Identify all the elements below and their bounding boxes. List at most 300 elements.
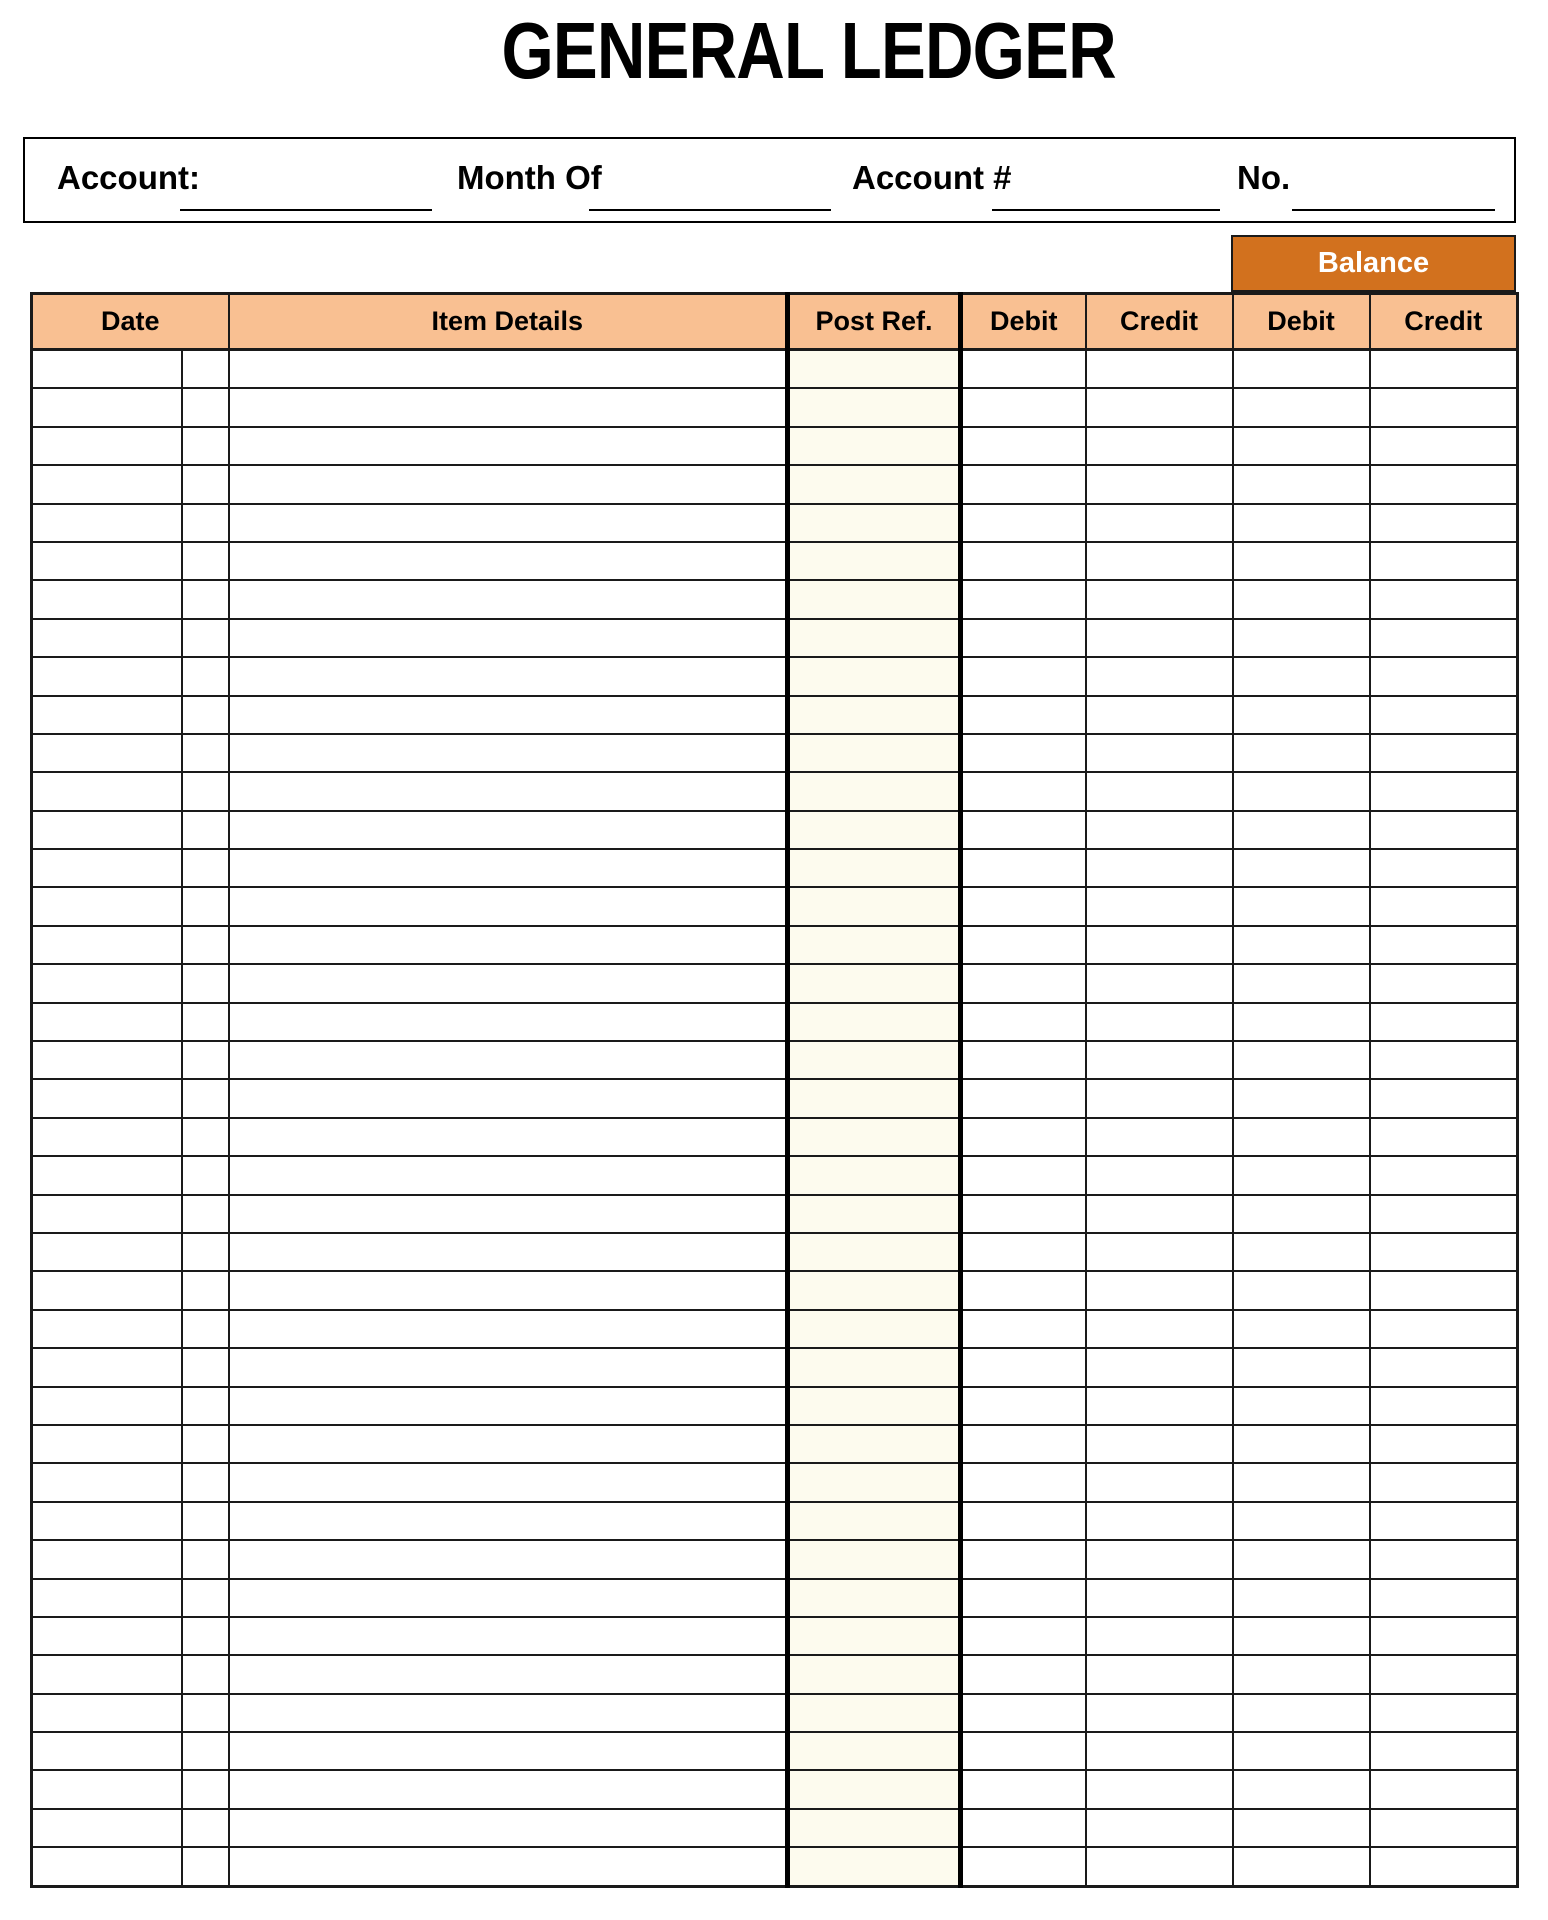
- cell-post-ref[interactable]: [788, 1540, 961, 1578]
- cell-post-ref[interactable]: [788, 1118, 961, 1156]
- cell-balance-debit[interactable]: [1233, 350, 1370, 389]
- cell-post-ref[interactable]: [788, 1233, 961, 1271]
- cell-item-details[interactable]: [229, 1617, 788, 1655]
- cell-balance-credit[interactable]: [1370, 1156, 1518, 1194]
- cell-balance-debit[interactable]: [1233, 542, 1370, 580]
- cell-balance-debit[interactable]: [1233, 1118, 1370, 1156]
- cell-balance-credit[interactable]: [1370, 350, 1518, 389]
- cell-item-details[interactable]: [229, 1195, 788, 1233]
- cell-date-code[interactable]: [182, 1233, 229, 1271]
- cell-balance-credit[interactable]: [1370, 580, 1518, 618]
- cell-credit[interactable]: [1086, 1233, 1233, 1271]
- cell-debit[interactable]: [961, 504, 1086, 542]
- cell-date-day[interactable]: [32, 1387, 182, 1425]
- cell-debit[interactable]: [961, 1847, 1086, 1886]
- cell-credit[interactable]: [1086, 772, 1233, 810]
- cell-date-day[interactable]: [32, 542, 182, 580]
- cell-balance-debit[interactable]: [1233, 1003, 1370, 1041]
- account-input-line[interactable]: [180, 209, 432, 211]
- cell-item-details[interactable]: [229, 1770, 788, 1808]
- cell-debit[interactable]: [961, 772, 1086, 810]
- cell-balance-credit[interactable]: [1370, 1770, 1518, 1808]
- cell-balance-credit[interactable]: [1370, 1003, 1518, 1041]
- cell-debit[interactable]: [961, 1118, 1086, 1156]
- cell-date-day[interactable]: [32, 1655, 182, 1693]
- cell-balance-credit[interactable]: [1370, 1502, 1518, 1540]
- cell-date-day[interactable]: [32, 964, 182, 1002]
- cell-balance-credit[interactable]: [1370, 427, 1518, 465]
- cell-balance-credit[interactable]: [1370, 1041, 1518, 1079]
- cell-balance-debit[interactable]: [1233, 1195, 1370, 1233]
- cell-date-code[interactable]: [182, 1387, 229, 1425]
- cell-balance-credit[interactable]: [1370, 1310, 1518, 1348]
- cell-credit[interactable]: [1086, 1079, 1233, 1117]
- cell-item-details[interactable]: [229, 1809, 788, 1847]
- cell-item-details[interactable]: [229, 619, 788, 657]
- cell-date-day[interactable]: [32, 811, 182, 849]
- cell-date-day[interactable]: [32, 1540, 182, 1578]
- cell-post-ref[interactable]: [788, 1079, 961, 1117]
- cell-balance-debit[interactable]: [1233, 657, 1370, 695]
- cell-date-code[interactable]: [182, 388, 229, 426]
- cell-balance-debit[interactable]: [1233, 1079, 1370, 1117]
- cell-date-code[interactable]: [182, 580, 229, 618]
- cell-balance-credit[interactable]: [1370, 1732, 1518, 1770]
- account-number-input-line[interactable]: [992, 209, 1220, 211]
- cell-date-code[interactable]: [182, 1540, 229, 1578]
- cell-date-day[interactable]: [32, 657, 182, 695]
- cell-credit[interactable]: [1086, 1540, 1233, 1578]
- cell-date-code[interactable]: [182, 1348, 229, 1386]
- cell-debit[interactable]: [961, 1348, 1086, 1386]
- cell-balance-debit[interactable]: [1233, 1655, 1370, 1693]
- cell-debit[interactable]: [961, 1732, 1086, 1770]
- cell-credit[interactable]: [1086, 1809, 1233, 1847]
- cell-item-details[interactable]: [229, 504, 788, 542]
- cell-balance-credit[interactable]: [1370, 465, 1518, 503]
- cell-post-ref[interactable]: [788, 1463, 961, 1501]
- cell-date-code[interactable]: [182, 734, 229, 772]
- cell-balance-credit[interactable]: [1370, 1847, 1518, 1886]
- cell-balance-credit[interactable]: [1370, 504, 1518, 542]
- cell-item-details[interactable]: [229, 1655, 788, 1693]
- cell-balance-debit[interactable]: [1233, 427, 1370, 465]
- cell-date-day[interactable]: [32, 849, 182, 887]
- cell-date-code[interactable]: [182, 1579, 229, 1617]
- cell-date-code[interactable]: [182, 887, 229, 925]
- cell-item-details[interactable]: [229, 1732, 788, 1770]
- cell-debit[interactable]: [961, 580, 1086, 618]
- cell-balance-credit[interactable]: [1370, 542, 1518, 580]
- cell-debit[interactable]: [961, 734, 1086, 772]
- cell-balance-debit[interactable]: [1233, 1579, 1370, 1617]
- cell-date-code[interactable]: [182, 696, 229, 734]
- cell-date-code[interactable]: [182, 1310, 229, 1348]
- cell-post-ref[interactable]: [788, 734, 961, 772]
- cell-date-day[interactable]: [32, 1348, 182, 1386]
- cell-post-ref[interactable]: [788, 465, 961, 503]
- cell-post-ref[interactable]: [788, 1310, 961, 1348]
- cell-item-details[interactable]: [229, 388, 788, 426]
- cell-date-code[interactable]: [182, 964, 229, 1002]
- cell-date-day[interactable]: [32, 734, 182, 772]
- cell-balance-debit[interactable]: [1233, 772, 1370, 810]
- cell-post-ref[interactable]: [788, 964, 961, 1002]
- cell-debit[interactable]: [961, 696, 1086, 734]
- cell-balance-debit[interactable]: [1233, 696, 1370, 734]
- cell-post-ref[interactable]: [788, 1502, 961, 1540]
- cell-date-day[interactable]: [32, 1847, 182, 1886]
- cell-credit[interactable]: [1086, 1310, 1233, 1348]
- cell-credit[interactable]: [1086, 542, 1233, 580]
- cell-date-code[interactable]: [182, 1079, 229, 1117]
- cell-balance-credit[interactable]: [1370, 1387, 1518, 1425]
- cell-balance-debit[interactable]: [1233, 1156, 1370, 1194]
- cell-date-day[interactable]: [32, 887, 182, 925]
- cell-post-ref[interactable]: [788, 1847, 961, 1886]
- cell-credit[interactable]: [1086, 1770, 1233, 1808]
- cell-credit[interactable]: [1086, 734, 1233, 772]
- cell-balance-credit[interactable]: [1370, 1617, 1518, 1655]
- cell-date-code[interactable]: [182, 1617, 229, 1655]
- cell-balance-debit[interactable]: [1233, 1770, 1370, 1808]
- cell-item-details[interactable]: [229, 1579, 788, 1617]
- cell-post-ref[interactable]: [788, 696, 961, 734]
- cell-post-ref[interactable]: [788, 657, 961, 695]
- cell-debit[interactable]: [961, 1233, 1086, 1271]
- cell-date-code[interactable]: [182, 849, 229, 887]
- cell-date-day[interactable]: [32, 1271, 182, 1309]
- cell-balance-credit[interactable]: [1370, 1579, 1518, 1617]
- cell-balance-credit[interactable]: [1370, 1809, 1518, 1847]
- cell-item-details[interactable]: [229, 1271, 788, 1309]
- cell-item-details[interactable]: [229, 657, 788, 695]
- cell-credit[interactable]: [1086, 1156, 1233, 1194]
- cell-post-ref[interactable]: [788, 811, 961, 849]
- cell-post-ref[interactable]: [788, 1617, 961, 1655]
- cell-post-ref[interactable]: [788, 1195, 961, 1233]
- cell-debit[interactable]: [961, 1195, 1086, 1233]
- cell-post-ref[interactable]: [788, 1387, 961, 1425]
- cell-credit[interactable]: [1086, 350, 1233, 389]
- cell-date-day[interactable]: [32, 1463, 182, 1501]
- cell-debit[interactable]: [961, 657, 1086, 695]
- cell-post-ref[interactable]: [788, 926, 961, 964]
- cell-balance-debit[interactable]: [1233, 1502, 1370, 1540]
- cell-credit[interactable]: [1086, 657, 1233, 695]
- cell-balance-debit[interactable]: [1233, 1732, 1370, 1770]
- cell-date-day[interactable]: [32, 1195, 182, 1233]
- cell-balance-debit[interactable]: [1233, 926, 1370, 964]
- cell-date-day[interactable]: [32, 350, 182, 389]
- cell-debit[interactable]: [961, 1003, 1086, 1041]
- cell-item-details[interactable]: [229, 1425, 788, 1463]
- cell-debit[interactable]: [961, 1540, 1086, 1578]
- cell-balance-credit[interactable]: [1370, 1079, 1518, 1117]
- cell-balance-debit[interactable]: [1233, 1847, 1370, 1886]
- cell-balance-debit[interactable]: [1233, 849, 1370, 887]
- cell-debit[interactable]: [961, 388, 1086, 426]
- no-input-line[interactable]: [1292, 209, 1495, 211]
- cell-date-code[interactable]: [182, 1041, 229, 1079]
- cell-credit[interactable]: [1086, 926, 1233, 964]
- cell-date-code[interactable]: [182, 1195, 229, 1233]
- cell-debit[interactable]: [961, 1079, 1086, 1117]
- cell-post-ref[interactable]: [788, 619, 961, 657]
- cell-debit[interactable]: [961, 1617, 1086, 1655]
- cell-balance-debit[interactable]: [1233, 504, 1370, 542]
- cell-post-ref[interactable]: [788, 1156, 961, 1194]
- cell-date-day[interactable]: [32, 580, 182, 618]
- cell-balance-credit[interactable]: [1370, 1540, 1518, 1578]
- cell-credit[interactable]: [1086, 1195, 1233, 1233]
- cell-item-details[interactable]: [229, 964, 788, 1002]
- cell-post-ref[interactable]: [788, 1732, 961, 1770]
- cell-balance-credit[interactable]: [1370, 964, 1518, 1002]
- cell-item-details[interactable]: [229, 1540, 788, 1578]
- cell-date-code[interactable]: [182, 1463, 229, 1501]
- cell-date-code[interactable]: [182, 1655, 229, 1693]
- cell-date-code[interactable]: [182, 504, 229, 542]
- cell-balance-debit[interactable]: [1233, 1348, 1370, 1386]
- cell-date-code[interactable]: [182, 657, 229, 695]
- cell-date-day[interactable]: [32, 1079, 182, 1117]
- cell-balance-debit[interactable]: [1233, 964, 1370, 1002]
- cell-item-details[interactable]: [229, 350, 788, 389]
- cell-debit[interactable]: [961, 619, 1086, 657]
- cell-date-code[interactable]: [182, 1502, 229, 1540]
- cell-debit[interactable]: [961, 887, 1086, 925]
- cell-debit[interactable]: [961, 1694, 1086, 1732]
- cell-date-code[interactable]: [182, 926, 229, 964]
- cell-date-day[interactable]: [32, 772, 182, 810]
- cell-item-details[interactable]: [229, 849, 788, 887]
- cell-date-code[interactable]: [182, 619, 229, 657]
- cell-post-ref[interactable]: [788, 772, 961, 810]
- cell-post-ref[interactable]: [788, 849, 961, 887]
- cell-date-day[interactable]: [32, 1156, 182, 1194]
- cell-date-day[interactable]: [32, 1809, 182, 1847]
- cell-date-code[interactable]: [182, 1003, 229, 1041]
- cell-date-code[interactable]: [182, 350, 229, 389]
- cell-date-day[interactable]: [32, 1310, 182, 1348]
- cell-credit[interactable]: [1086, 427, 1233, 465]
- cell-debit[interactable]: [961, 542, 1086, 580]
- cell-balance-credit[interactable]: [1370, 1233, 1518, 1271]
- cell-debit[interactable]: [961, 1502, 1086, 1540]
- cell-debit[interactable]: [961, 1425, 1086, 1463]
- cell-balance-debit[interactable]: [1233, 734, 1370, 772]
- cell-item-details[interactable]: [229, 696, 788, 734]
- cell-item-details[interactable]: [229, 580, 788, 618]
- cell-item-details[interactable]: [229, 542, 788, 580]
- cell-post-ref[interactable]: [788, 350, 961, 389]
- cell-date-code[interactable]: [182, 1156, 229, 1194]
- cell-post-ref[interactable]: [788, 427, 961, 465]
- cell-date-day[interactable]: [32, 465, 182, 503]
- cell-debit[interactable]: [961, 1271, 1086, 1309]
- cell-debit[interactable]: [961, 849, 1086, 887]
- cell-item-details[interactable]: [229, 1502, 788, 1540]
- cell-date-code[interactable]: [182, 1770, 229, 1808]
- cell-debit[interactable]: [961, 465, 1086, 503]
- cell-balance-credit[interactable]: [1370, 1463, 1518, 1501]
- cell-credit[interactable]: [1086, 811, 1233, 849]
- cell-balance-credit[interactable]: [1370, 849, 1518, 887]
- cell-post-ref[interactable]: [788, 1425, 961, 1463]
- cell-item-details[interactable]: [229, 926, 788, 964]
- cell-credit[interactable]: [1086, 1348, 1233, 1386]
- cell-item-details[interactable]: [229, 887, 788, 925]
- month-of-input-line[interactable]: [589, 209, 831, 211]
- cell-date-day[interactable]: [32, 427, 182, 465]
- cell-balance-debit[interactable]: [1233, 1809, 1370, 1847]
- cell-item-details[interactable]: [229, 811, 788, 849]
- cell-credit[interactable]: [1086, 1041, 1233, 1079]
- cell-credit[interactable]: [1086, 1847, 1233, 1886]
- cell-balance-credit[interactable]: [1370, 388, 1518, 426]
- cell-date-day[interactable]: [32, 1694, 182, 1732]
- cell-debit[interactable]: [961, 1770, 1086, 1808]
- cell-balance-credit[interactable]: [1370, 1425, 1518, 1463]
- cell-date-day[interactable]: [32, 1579, 182, 1617]
- cell-credit[interactable]: [1086, 1118, 1233, 1156]
- cell-balance-debit[interactable]: [1233, 1233, 1370, 1271]
- cell-debit[interactable]: [961, 811, 1086, 849]
- cell-balance-debit[interactable]: [1233, 1041, 1370, 1079]
- cell-post-ref[interactable]: [788, 1348, 961, 1386]
- cell-credit[interactable]: [1086, 1579, 1233, 1617]
- cell-balance-credit[interactable]: [1370, 1118, 1518, 1156]
- cell-date-day[interactable]: [32, 1502, 182, 1540]
- cell-post-ref[interactable]: [788, 1271, 961, 1309]
- cell-balance-debit[interactable]: [1233, 1540, 1370, 1578]
- cell-balance-debit[interactable]: [1233, 1694, 1370, 1732]
- cell-credit[interactable]: [1086, 1463, 1233, 1501]
- cell-credit[interactable]: [1086, 1387, 1233, 1425]
- cell-credit[interactable]: [1086, 1694, 1233, 1732]
- cell-item-details[interactable]: [229, 1348, 788, 1386]
- cell-item-details[interactable]: [229, 1463, 788, 1501]
- cell-debit[interactable]: [961, 350, 1086, 389]
- cell-item-details[interactable]: [229, 465, 788, 503]
- cell-post-ref[interactable]: [788, 1655, 961, 1693]
- cell-balance-debit[interactable]: [1233, 1463, 1370, 1501]
- cell-credit[interactable]: [1086, 849, 1233, 887]
- cell-date-code[interactable]: [182, 542, 229, 580]
- cell-item-details[interactable]: [229, 1003, 788, 1041]
- cell-item-details[interactable]: [229, 427, 788, 465]
- cell-balance-credit[interactable]: [1370, 811, 1518, 849]
- cell-balance-debit[interactable]: [1233, 1310, 1370, 1348]
- cell-credit[interactable]: [1086, 1271, 1233, 1309]
- cell-debit[interactable]: [961, 1463, 1086, 1501]
- cell-credit[interactable]: [1086, 964, 1233, 1002]
- cell-balance-debit[interactable]: [1233, 580, 1370, 618]
- cell-post-ref[interactable]: [788, 504, 961, 542]
- cell-date-day[interactable]: [32, 388, 182, 426]
- cell-balance-debit[interactable]: [1233, 619, 1370, 657]
- cell-date-day[interactable]: [32, 1425, 182, 1463]
- cell-date-day[interactable]: [32, 1041, 182, 1079]
- cell-date-day[interactable]: [32, 1770, 182, 1808]
- cell-date-day[interactable]: [32, 1003, 182, 1041]
- cell-item-details[interactable]: [229, 1387, 788, 1425]
- cell-date-code[interactable]: [182, 427, 229, 465]
- cell-debit[interactable]: [961, 1041, 1086, 1079]
- cell-debit[interactable]: [961, 926, 1086, 964]
- cell-debit[interactable]: [961, 1655, 1086, 1693]
- cell-date-day[interactable]: [32, 926, 182, 964]
- cell-post-ref[interactable]: [788, 1579, 961, 1617]
- cell-date-code[interactable]: [182, 1694, 229, 1732]
- cell-item-details[interactable]: [229, 1847, 788, 1886]
- cell-credit[interactable]: [1086, 1003, 1233, 1041]
- cell-item-details[interactable]: [229, 734, 788, 772]
- cell-balance-credit[interactable]: [1370, 734, 1518, 772]
- cell-balance-debit[interactable]: [1233, 1387, 1370, 1425]
- cell-date-code[interactable]: [182, 772, 229, 810]
- cell-date-code[interactable]: [182, 1271, 229, 1309]
- cell-date-day[interactable]: [32, 1732, 182, 1770]
- cell-credit[interactable]: [1086, 1655, 1233, 1693]
- cell-date-code[interactable]: [182, 1118, 229, 1156]
- cell-debit[interactable]: [961, 427, 1086, 465]
- cell-date-code[interactable]: [182, 811, 229, 849]
- cell-item-details[interactable]: [229, 1233, 788, 1271]
- cell-post-ref[interactable]: [788, 1041, 961, 1079]
- cell-item-details[interactable]: [229, 1310, 788, 1348]
- cell-post-ref[interactable]: [788, 1694, 961, 1732]
- cell-item-details[interactable]: [229, 1079, 788, 1117]
- cell-balance-debit[interactable]: [1233, 1271, 1370, 1309]
- cell-debit[interactable]: [961, 1579, 1086, 1617]
- cell-post-ref[interactable]: [788, 1809, 961, 1847]
- cell-debit[interactable]: [961, 1310, 1086, 1348]
- cell-balance-credit[interactable]: [1370, 926, 1518, 964]
- cell-balance-credit[interactable]: [1370, 887, 1518, 925]
- cell-item-details[interactable]: [229, 1118, 788, 1156]
- cell-balance-credit[interactable]: [1370, 1655, 1518, 1693]
- cell-balance-credit[interactable]: [1370, 696, 1518, 734]
- cell-balance-credit[interactable]: [1370, 1195, 1518, 1233]
- cell-item-details[interactable]: [229, 772, 788, 810]
- cell-item-details[interactable]: [229, 1041, 788, 1079]
- cell-date-code[interactable]: [182, 1425, 229, 1463]
- cell-credit[interactable]: [1086, 388, 1233, 426]
- cell-item-details[interactable]: [229, 1156, 788, 1194]
- cell-balance-credit[interactable]: [1370, 1694, 1518, 1732]
- cell-date-code[interactable]: [182, 1732, 229, 1770]
- cell-balance-debit[interactable]: [1233, 1617, 1370, 1655]
- cell-debit[interactable]: [961, 1809, 1086, 1847]
- cell-debit[interactable]: [961, 1156, 1086, 1194]
- cell-debit[interactable]: [961, 964, 1086, 1002]
- cell-balance-credit[interactable]: [1370, 657, 1518, 695]
- cell-post-ref[interactable]: [788, 388, 961, 426]
- cell-balance-debit[interactable]: [1233, 887, 1370, 925]
- cell-credit[interactable]: [1086, 580, 1233, 618]
- cell-credit[interactable]: [1086, 696, 1233, 734]
- cell-post-ref[interactable]: [788, 887, 961, 925]
- cell-credit[interactable]: [1086, 1425, 1233, 1463]
- cell-balance-debit[interactable]: [1233, 811, 1370, 849]
- cell-balance-debit[interactable]: [1233, 388, 1370, 426]
- cell-post-ref[interactable]: [788, 1003, 961, 1041]
- cell-balance-debit[interactable]: [1233, 465, 1370, 503]
- cell-credit[interactable]: [1086, 619, 1233, 657]
- cell-credit[interactable]: [1086, 1732, 1233, 1770]
